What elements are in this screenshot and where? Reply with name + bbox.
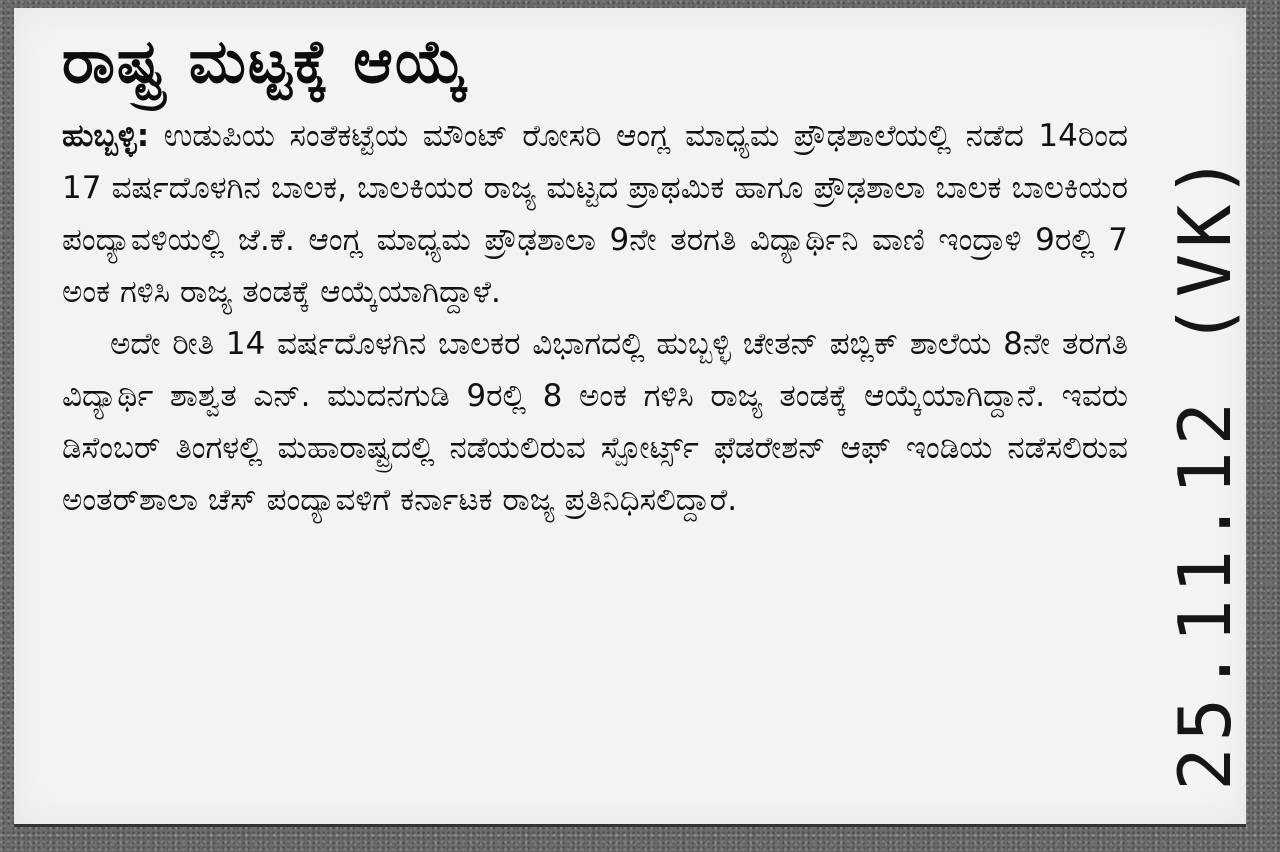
- paragraph-1-text: ಉಡುಪಿಯ ಸಂತೆಕಟ್ಟೆಯ ಮೌಂಟ್ ರೋಸರಿ ಆಂಗ್ಲ ಮಾಧ್ಯಮ ಪ್ರೌಢಶಾಲೆಯಲ್ಲಿ ನಡೆದ 14ರಿಂದ 17 ವರ್ಷದೊಳಗಿನ ಬಾಲಕ, ಬಾಲಕಿಯರ ರಾಜ್ಯ ಮಟ್ಟದ ಪ್ರಾಥಮಿಕ ಹಾಗೂ ಪ್ರೌಢಶಾಲಾ ಬಾಲಕ ಬಾಲಕಿಯರ ಪಂದ್ಯಾವಳಿಯಲ್ಲಿ ಜೆ.ಕೆ. ಆಂಗ್ಲ ಮಾಧ್ಯಮ ಪ್ರೌಢಶಾಲಾ 9ನೇ ತರಗತಿ ವಿದ್ಯಾರ್ಥಿನಿ ವಾಣಿ ಇಂದ್ರಾಳಿ 9ರಲ್ಲಿ 7 ಅಂಕ ಗಳಿಸಿ ರಾಜ್ಯ ತಂಡಕ್ಕೆ ಆಯ್ಕೆಯಾಗಿದ್ದಾಳೆ.: [62, 118, 1128, 310]
- paragraph-2: ಅದೇ ರೀತಿ 14 ವರ್ಷದೊಳಗಿನ ಬಾಲಕರ ವಿಭಾಗದಲ್ಲಿ ಹುಬ್ಬಳ್ಳಿ ಚೇತನ್ ಪಬ್ಲಿಕ್ ಶಾಲೆಯ 8ನೇ ತರಗತಿ ವಿದ್ಯಾರ್ಥಿ ಶಾಶ್ವತ ಎನ್. ಮುದನಗುಡಿ 9ರಲ್ಲಿ 8 ಅಂಕ ಗಳಿಸಿ ರಾಜ್ಯ ತಂಡಕ್ಕೆ ಆಯ್ಕೆಯಾಗಿದ್ದಾನೆ. ಇವರು ಡಿಸೆಂಬರ್ ತಿಂಗಳಲ್ಲಿ ಮಹಾರಾಷ್ಟ್ರದಲ್ಲಿ ನಡೆಯಲಿರುವ ಸ್ಪೋರ್ಟ್ಸ್ ಫೆಡರೇಶನ್ ಆಫ್ ಇಂಡಿಯ ನಡೆಸಲಿರುವ ಅಂತರ್‌ಶಾಲಾ ಚೆಸ್ ಪಂದ್ಯಾವಳಿಗೆ ಕರ್ನಾಟಕ ರಾಜ್ಯ ಪ್ರತಿನಿಧಿಸಲಿದ್ದಾರೆ.: [62, 326, 1128, 518]
- handwritten-date-note: [1150, 120, 1260, 820]
- article: [62, 14, 1128, 526]
- clipping-bottom-edge: [14, 824, 1246, 827]
- headline: ರಾಷ್ಟ್ರ ಮಟ್ಟಕ್ಕೆ ಆಯ್ಕೆ: [62, 27, 470, 97]
- article-body: [62, 110, 1128, 526]
- dateline: ಹುಬ್ಬಳ್ಳಿ:: [62, 118, 150, 154]
- paragraph-1: [62, 110, 1128, 318]
- newspaper-clipping: [14, 8, 1246, 824]
- handwritten-note-text: 25.11.12 (VK): [1163, 149, 1247, 791]
